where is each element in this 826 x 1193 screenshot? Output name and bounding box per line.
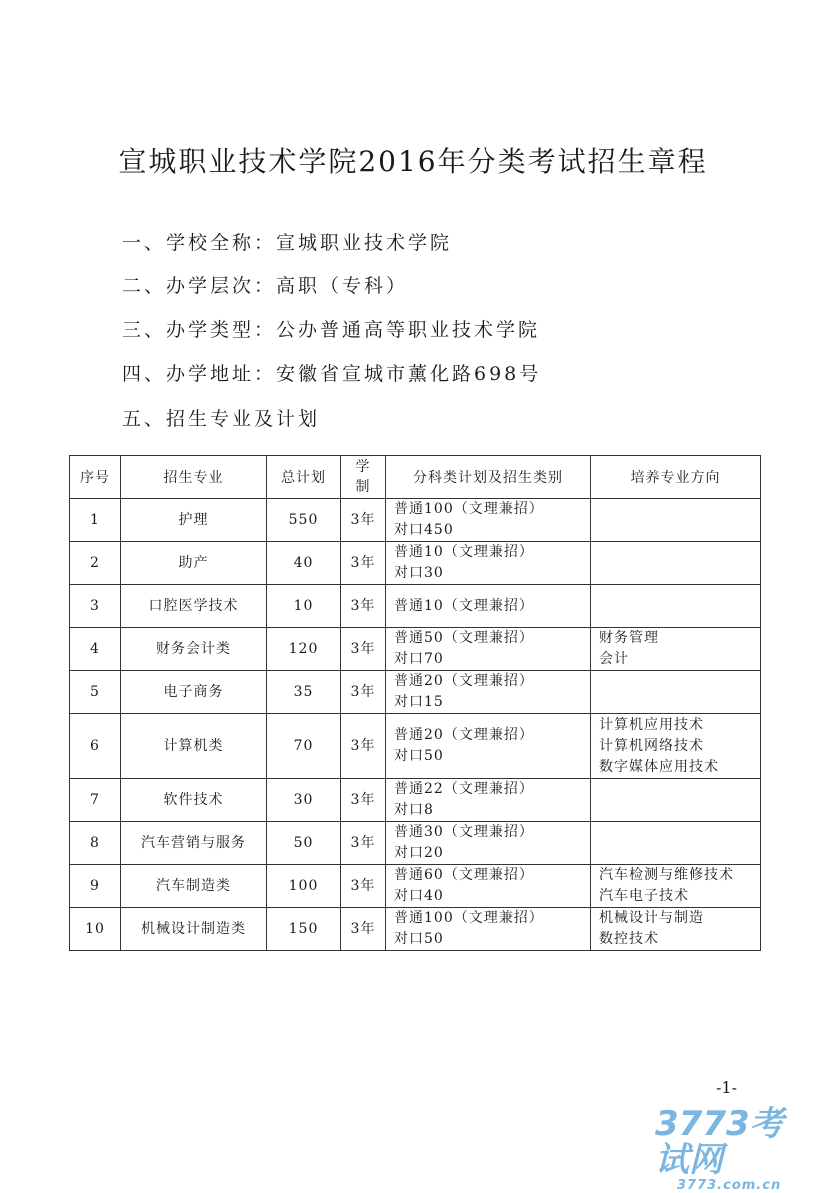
- cell-direction: [591, 671, 761, 714]
- direction-line: 汽车检测与维修技术: [599, 867, 734, 883]
- cell-direction: [591, 585, 761, 628]
- table-row: [70, 542, 761, 585]
- table-header-row: [70, 456, 761, 499]
- cell-years: 3年: [341, 542, 386, 585]
- cell-plan: [386, 585, 591, 628]
- plan-line: 对口30: [394, 565, 444, 581]
- cell-direction: [591, 628, 761, 671]
- cell-plan: [386, 628, 591, 671]
- cell-total: 35: [267, 671, 341, 714]
- cell-direction: [591, 714, 761, 779]
- info-education-level: 二、办学层次：高职（专科）: [122, 275, 409, 297]
- cell-plan: [386, 822, 591, 865]
- cell-major: 财务会计类: [121, 628, 267, 671]
- direction-line: 财务管理: [599, 630, 659, 646]
- plan-line: 对口450: [394, 522, 454, 538]
- direction-line: 数控技术: [599, 931, 659, 947]
- table-row: [70, 908, 761, 951]
- cell-years: 3年: [341, 779, 386, 822]
- plan-line: 对口15: [394, 694, 444, 710]
- info-school-type: 三、办学类型：公办普通高等职业技术学院: [122, 319, 541, 341]
- table-row: [70, 714, 761, 779]
- cell-total: 70: [267, 714, 341, 779]
- cell-no: 9: [70, 865, 121, 908]
- cell-total: 50: [267, 822, 341, 865]
- cell-plan: [386, 908, 591, 951]
- cell-total: 10: [267, 585, 341, 628]
- page-number: -1-: [716, 1078, 737, 1097]
- table-row: [70, 671, 761, 714]
- cell-years: 3年: [341, 628, 386, 671]
- enrollment-plan-table: [69, 455, 761, 951]
- header-plan: 分科类计划及招生类别: [386, 456, 591, 499]
- watermark-logo: [655, 1106, 815, 1193]
- header-years: [341, 456, 386, 499]
- cell-direction: [591, 822, 761, 865]
- cell-major: 助产: [121, 542, 267, 585]
- cell-plan: [386, 499, 591, 542]
- plan-line: 对口50: [394, 748, 444, 764]
- cell-years: 3年: [341, 499, 386, 542]
- cell-no: 2: [70, 542, 121, 585]
- table-row: [70, 865, 761, 908]
- plan-line: 普通10（文理兼招）: [394, 544, 534, 560]
- cell-major: 口腔医学技术: [121, 585, 267, 628]
- table-row: [70, 822, 761, 865]
- cell-direction: [591, 908, 761, 951]
- cell-years: 3年: [341, 908, 386, 951]
- cell-no: 4: [70, 628, 121, 671]
- plan-line: 普通100（文理兼招）: [394, 910, 544, 926]
- cell-total: 100: [267, 865, 341, 908]
- cell-no: 5: [70, 671, 121, 714]
- cell-total: 120: [267, 628, 341, 671]
- cell-years: 3年: [341, 822, 386, 865]
- plan-line: 普通20（文理兼招）: [394, 673, 534, 689]
- header-years-line: 学: [355, 459, 371, 475]
- plan-line: 对口70: [394, 651, 444, 667]
- plan-line: 对口50: [394, 931, 444, 947]
- info-address: 四、办学地址：安徽省宣城市薰化路698号: [122, 363, 542, 385]
- cell-total: 550: [267, 499, 341, 542]
- plan-line: 普通10（文理兼招）: [394, 597, 534, 614]
- cell-major: 机械设计制造类: [121, 908, 267, 951]
- cell-major: 护理: [121, 499, 267, 542]
- cell-major: 汽车营销与服务: [121, 822, 267, 865]
- direction-line: 汽车电子技术: [599, 888, 689, 904]
- cell-direction: [591, 542, 761, 585]
- direction-line: 机械设计与制造: [599, 910, 704, 926]
- cell-major: 计算机类: [121, 714, 267, 779]
- cell-total: 40: [267, 542, 341, 585]
- cell-no: 7: [70, 779, 121, 822]
- cell-years: 3年: [341, 585, 386, 628]
- cell-no: 3: [70, 585, 121, 628]
- info-enrollment-heading: 五、招生专业及计划: [122, 408, 321, 430]
- header-direction: 培养专业方向: [591, 456, 761, 499]
- plan-line: 普通20（文理兼招）: [394, 727, 534, 743]
- cell-no: 1: [70, 499, 121, 542]
- header-years-line: 制: [355, 479, 371, 495]
- cell-years: 3年: [341, 671, 386, 714]
- cell-total: 150: [267, 908, 341, 951]
- document-title: 宣城职业技术学院2016年分类考试招生章程: [118, 145, 708, 178]
- cell-no: 8: [70, 822, 121, 865]
- watermark-url: 3773.com.cn: [677, 1178, 782, 1193]
- table-row: [70, 585, 761, 628]
- header-no: 序号: [70, 456, 121, 499]
- direction-line: 数字媒体应用技术: [599, 758, 719, 775]
- table-row: [70, 779, 761, 822]
- table-row: [70, 628, 761, 671]
- direction-line: 会计: [599, 651, 629, 667]
- cell-plan: [386, 542, 591, 585]
- plan-line: 对口8: [394, 802, 434, 818]
- cell-direction: [591, 779, 761, 822]
- plan-line: 普通60（文理兼招）: [394, 867, 534, 883]
- info-school-name: 一、学校全称：宣城职业技术学院: [122, 232, 453, 254]
- cell-direction: [591, 499, 761, 542]
- cell-plan: [386, 779, 591, 822]
- cell-plan: [386, 714, 591, 779]
- plan-line: 普通50（文理兼招）: [394, 630, 534, 646]
- direction-line: 计算机应用技术: [599, 716, 704, 733]
- cell-no: 6: [70, 714, 121, 779]
- cell-years: 3年: [341, 714, 386, 779]
- cell-plan: [386, 671, 591, 714]
- direction-line: 计算机网络技术: [599, 737, 704, 754]
- cell-years: 3年: [341, 865, 386, 908]
- plan-line: 普通30（文理兼招）: [394, 824, 534, 840]
- table-row: [70, 499, 761, 542]
- header-total: 总计划: [267, 456, 341, 499]
- cell-major: 软件技术: [121, 779, 267, 822]
- cell-major: 电子商务: [121, 671, 267, 714]
- cell-direction: [591, 865, 761, 908]
- cell-major: 汽车制造类: [121, 865, 267, 908]
- plan-line: 对口40: [394, 888, 444, 904]
- plan-line: 普通22（文理兼招）: [394, 781, 534, 797]
- cell-plan: [386, 865, 591, 908]
- plan-line: 普通100（文理兼招）: [394, 501, 544, 517]
- plan-line: 对口20: [394, 845, 444, 861]
- cell-no: 10: [70, 908, 121, 951]
- cell-total: 30: [267, 779, 341, 822]
- watermark-brand: 3773考试网: [655, 1104, 784, 1180]
- header-major: 招生专业: [121, 456, 267, 499]
